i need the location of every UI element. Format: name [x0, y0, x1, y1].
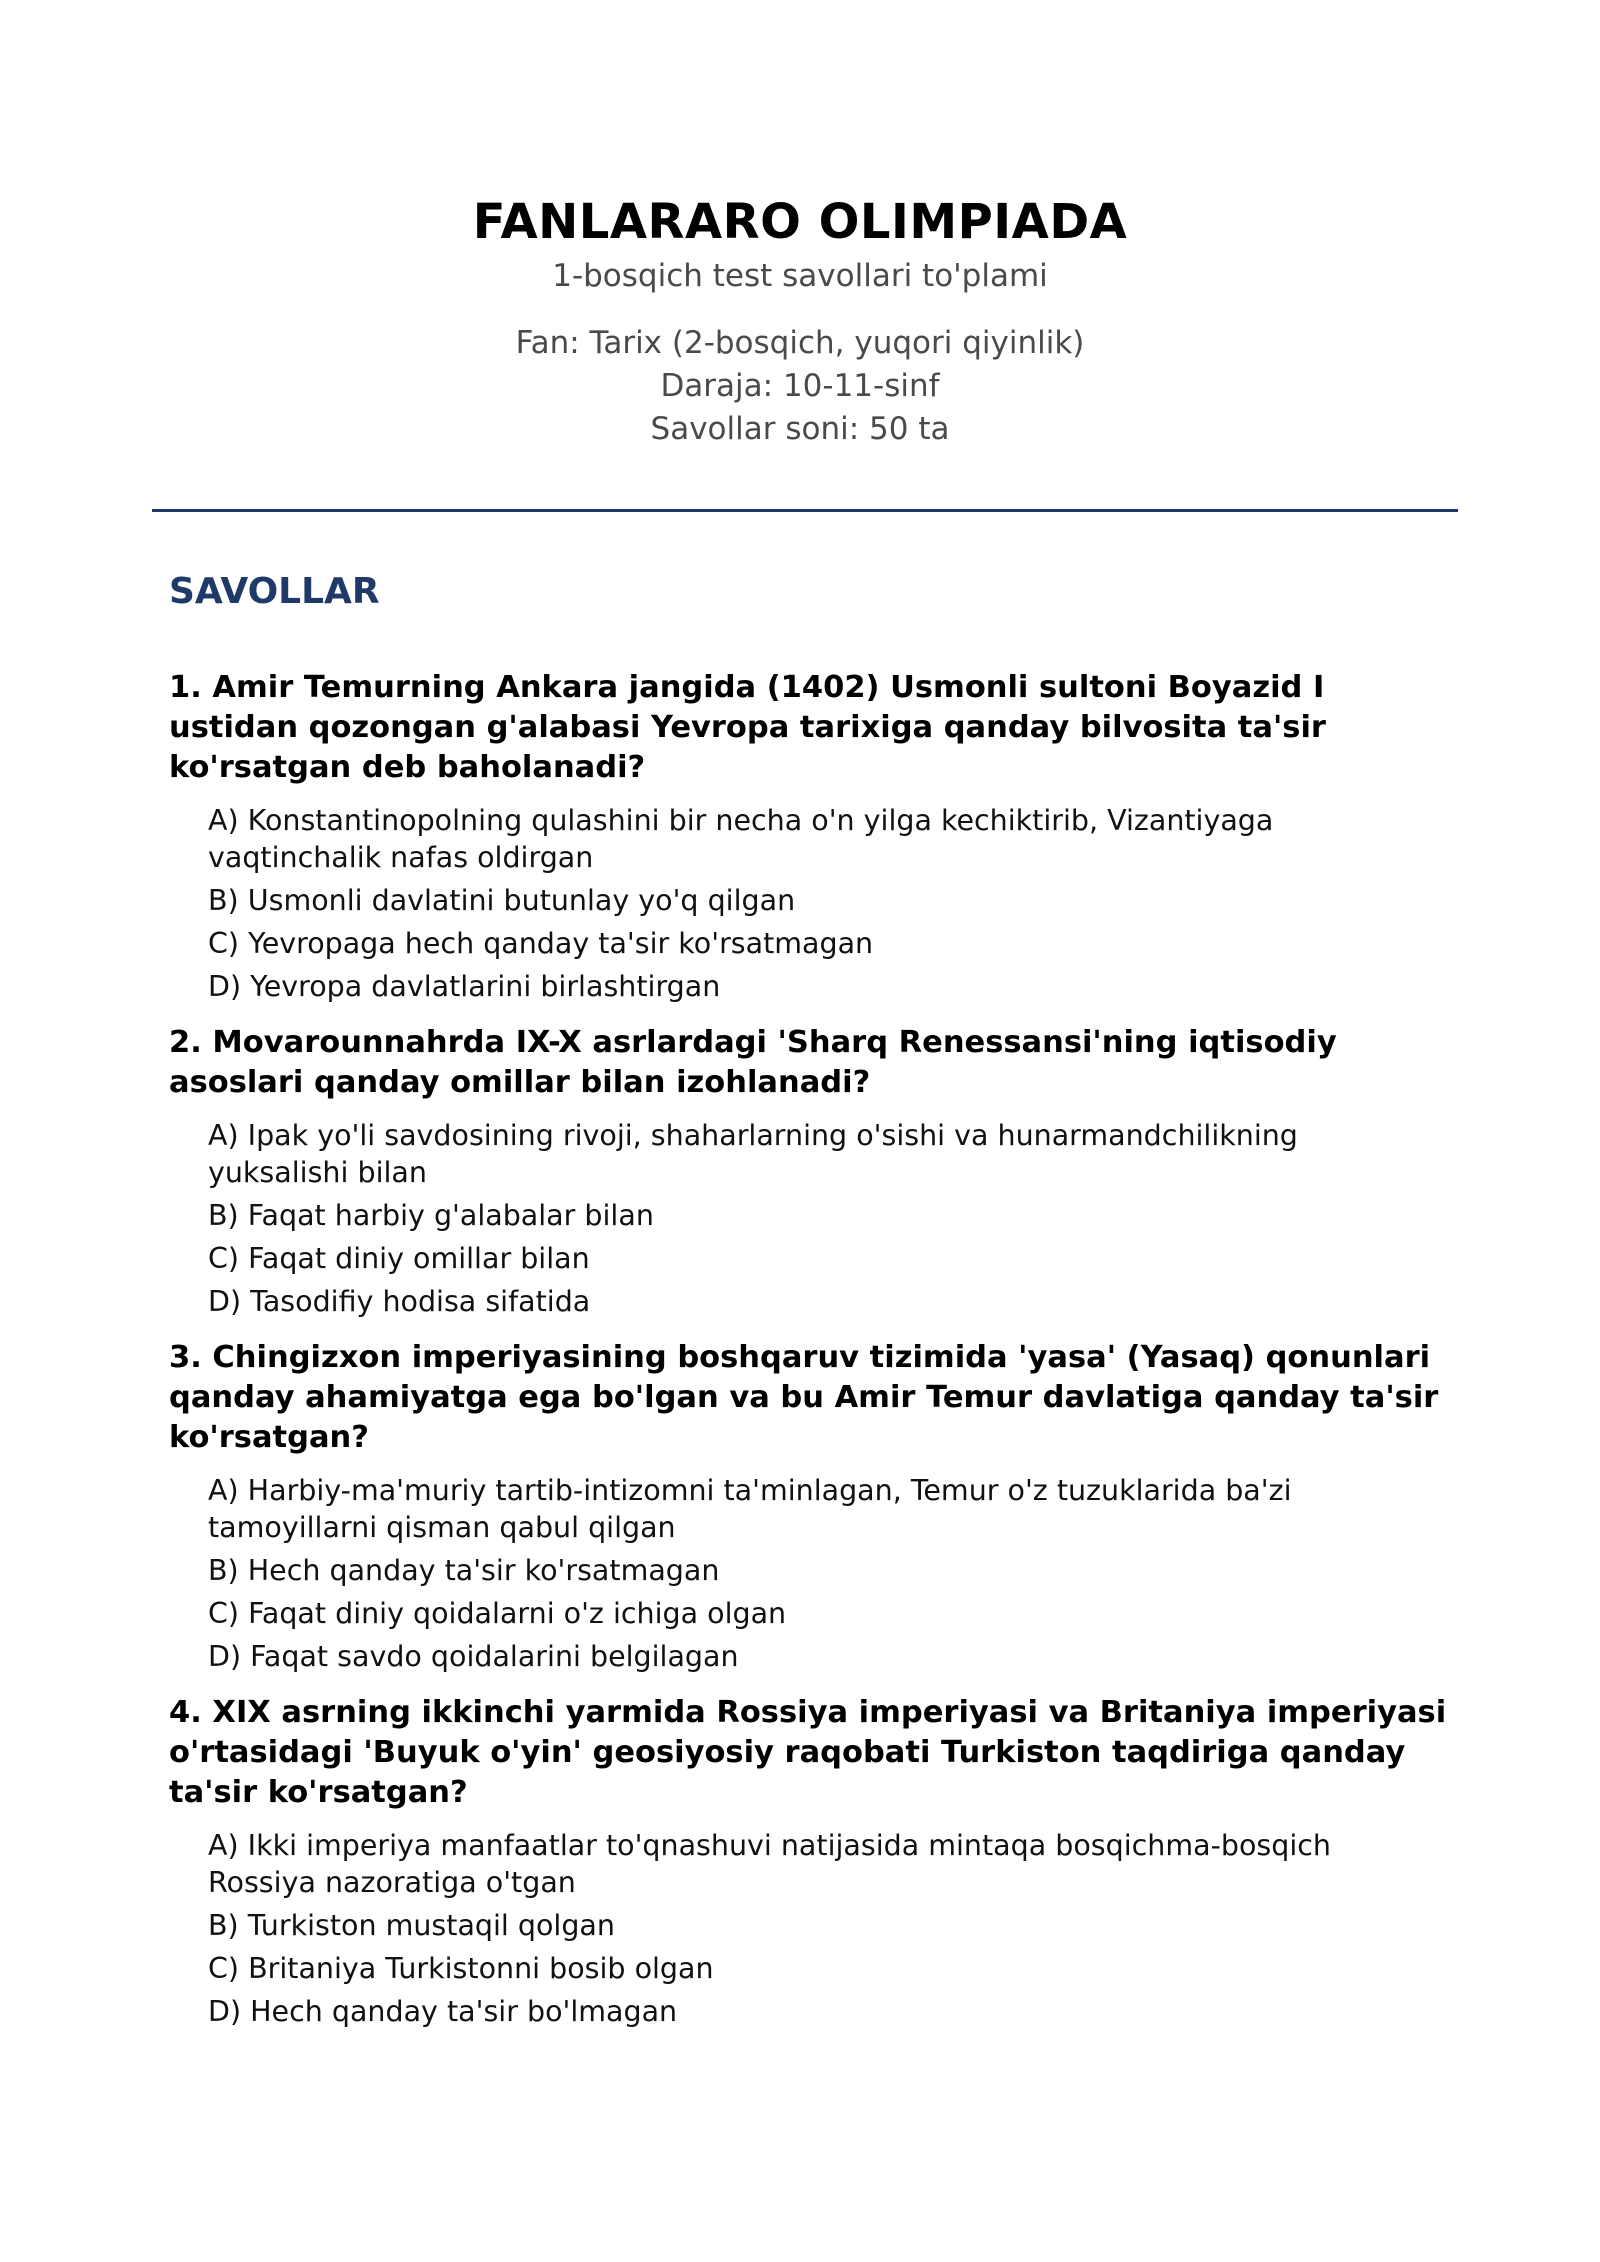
- answer-option: A) Ikki imperiya manfaatlar to'qnashuvi natijasida mintaqa bosqichma-bosqich Rossiya nazoratiga o'tgan: [208, 1829, 1331, 1899]
- answer-option: B) Turkiston mustaqil qolgan: [208, 1909, 615, 1942]
- document-title: FANLARARO OLIMPIADA: [472, 194, 1128, 250]
- answer-options: [169, 1827, 1449, 2030]
- header-divider: [152, 509, 1458, 512]
- answer-option: C) Faqat diniy qoidalarni o'z ichiga olgan: [208, 1597, 787, 1630]
- question-text: 1. Amir Temurning Ankara jangida (1402) Usmonli sultoni Boyazid I ustidan qozongan g'alabasi Yevropa tarixiga qanday bilvosita ta'sir ko'rsatgan deb baholanadi?: [169, 670, 1326, 785]
- section-heading: SAVOLLAR: [169, 571, 380, 612]
- answer-option: D) Faqat savdo qoidalarini belgilagan: [208, 1640, 739, 1673]
- question-item: [169, 1023, 1449, 1320]
- answer-option: D) Yevropa davlatlarini birlashtirgan: [208, 970, 721, 1003]
- answer-option: D) Tasodifiy hodisa sifatida: [208, 1285, 591, 1318]
- subject-line: Fan: Tarix (2-bosqich, yuqori qiyinlik): [515, 325, 1085, 361]
- question-text: 2. Movarounnahrda IX-X asrlardagi 'Sharq Renessansi'ning iqtisodiy asoslari qanday omillar bilan izohlanadi?: [169, 1025, 1337, 1100]
- answer-options: [169, 1117, 1449, 1320]
- question-item: [169, 1693, 1449, 2030]
- answer-option: D) Hech qanday ta'sir bo'lmagan: [208, 1995, 678, 2028]
- question-item: [169, 668, 1449, 1005]
- question-list: [169, 668, 1449, 2048]
- document-subtitle: 1-bosqich test savollari to'plami: [552, 258, 1048, 294]
- question-text: 4. XIX asrning ikkinchi yarmida Rossiya imperiyasi va Britaniya imperiyasi o'rtasidagi 'Buyuk o'yin' geosiyosiy raqobati Turkiston taqdiriga qanday ta'sir ko'rsatgan?: [169, 1695, 1447, 1810]
- document-header: [0, 188, 1600, 451]
- answer-option: A) Konstantinopolning qulashini bir necha o'n yilga kechiktirib, Vizantiyaga vaqtinchalik nafas oldirgan: [208, 804, 1274, 874]
- answer-option: A) Ipak yo'li savdosining rivoji, shaharlarning o'sishi va hunarmandchilikning yuksalishi bilan: [208, 1119, 1298, 1189]
- answer-option: B) Hech qanday ta'sir ko'rsatmagan: [208, 1554, 720, 1587]
- answer-options: [169, 1472, 1449, 1675]
- question-text: 3. Chingizxon imperiyasining boshqaruv tizimida 'yasa' (Yasaq) qonunlari qanday ahamiyatga ega bo'lgan va bu Amir Temur davlatiga qanday ta'sir ko'rsatgan?: [169, 1340, 1439, 1455]
- question-item: [169, 1338, 1449, 1675]
- answer-option: A) Harbiy-ma'muriy tartib-intizomni ta'minlagan, Temur o'z tuzuklarida ba'zi tamoyillarni qisman qabul qilgan: [208, 1474, 1292, 1544]
- answer-option: B) Usmonli davlatini butunlay yo'q qilgan: [208, 884, 796, 917]
- answer-option: C) Yevropaga hech qanday ta'sir ko'rsatmagan: [208, 927, 874, 960]
- answer-option: C) Britaniya Turkistonni bosib olgan: [208, 1952, 714, 1985]
- document-meta: [0, 322, 1600, 451]
- answer-option: B) Faqat harbiy g'alabalar bilan: [208, 1199, 654, 1232]
- answer-option: C) Faqat diniy omillar bilan: [208, 1242, 590, 1275]
- level-line: Daraja: 10-11-sinf: [660, 368, 940, 404]
- question-count-line: Savollar soni: 50 ta: [650, 411, 950, 447]
- answer-options: [169, 802, 1449, 1005]
